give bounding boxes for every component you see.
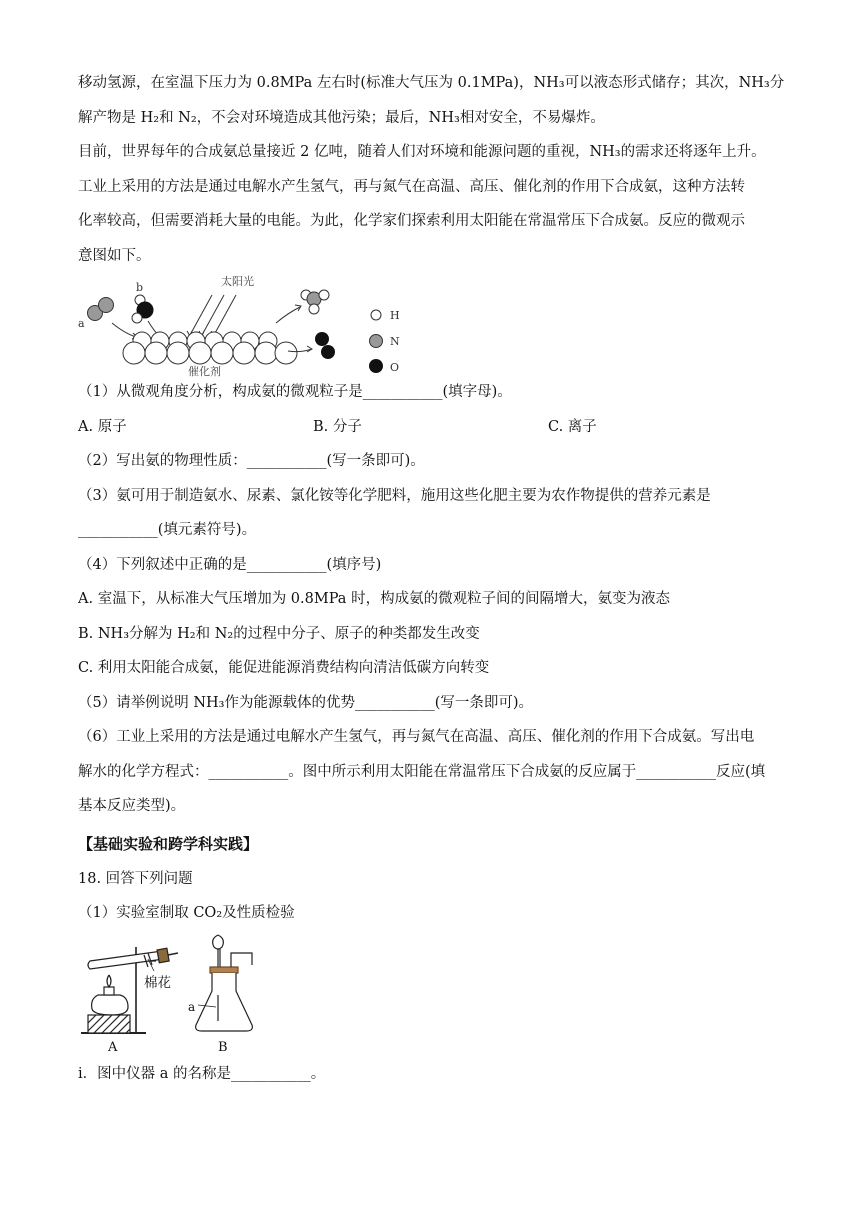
caption-a: A: [108, 1039, 118, 1055]
sunlight-label: 太阳光: [221, 275, 254, 288]
document-page: [78, 66, 798, 1091]
question-6-line-1: （6）工业上采用的方法是通过电解水产生氢气，再与氮气在高温、高压、催化剂的作用下合成氨。写出电: [78, 729, 755, 745]
label-a: a: [78, 317, 85, 330]
legend: [369, 309, 400, 374]
h-atom: [132, 313, 142, 323]
apparatus-diagram-svg: [78, 931, 298, 1057]
label-a-instrument: a: [188, 999, 196, 1014]
legend-n-symbol: [370, 335, 383, 348]
question-4-option-b: B. NH₃分解为 H₂和 N₂的过程中分子、原子的种类都发生改变: [78, 625, 480, 642]
question-4-option-c: C. 利用太阳能合成氨，能促进能源消费结构向清洁低碳方向转变: [78, 660, 490, 676]
sun-ray: [214, 295, 236, 335]
question-6-line-3: 基本反应类型)。: [78, 798, 186, 814]
question-6-line-2: 解水的化学方程式：___________。图中所示利用太阳能在常温常压下合成氨的反应属于___________反应(填: [78, 763, 766, 780]
reaction-diagram: [78, 273, 798, 375]
arrow-product-nh3: [276, 307, 300, 323]
arrow-a: [112, 323, 136, 337]
apparatus-b: [196, 935, 253, 1031]
caption-b: B: [218, 1039, 228, 1055]
label-b: b: [136, 281, 144, 294]
h-atom: [319, 290, 329, 300]
question-18-sub-1: （1）实验室制取 CO₂及性质检验: [78, 905, 295, 921]
paragraph-line-5: 化率较高，但需要消耗大量的电能。为此，化学家们探索利用太阳能在常温常压下合成氨。反应的微观示: [78, 213, 745, 229]
question-3-line-1: （3）氨可用于制造氨水、尿素、氯化铵等化学肥料，施用这些化肥主要为农作物提供的营养元素是: [78, 487, 711, 504]
legend-h-symbol: [371, 310, 381, 320]
legend-o-symbol: [369, 359, 383, 373]
question-1: （1）从微观角度分析，构成氨的微观粒子是___________(填字母)。: [78, 384, 512, 400]
question-5: （5）请举例说明 NH₃作为能源载体的优势___________(写一条即可)。: [78, 694, 534, 711]
question-2: （2）写出氨的物理性质：___________(写一条即可)。: [78, 453, 425, 469]
reaction-diagram-svg: [78, 273, 438, 377]
legend-h-label: H: [390, 309, 400, 322]
option-a: A. 原子: [78, 418, 127, 435]
apparatus-diagram: [78, 931, 798, 1057]
catalyst-surface: [123, 332, 297, 364]
cotton-label: 棉花: [144, 974, 171, 991]
o-atom: [321, 345, 335, 359]
question-4: （4）下列叙述中正确的是___________(填序号): [78, 556, 382, 573]
sun-ray: [190, 295, 212, 335]
legend-o-label: O: [390, 361, 400, 374]
sun-ray: [202, 295, 224, 335]
section-heading: 【基础实验和跨学科实践】: [78, 834, 259, 853]
question-18-title: 18. 回答下列问题: [78, 870, 193, 887]
paragraph-line-4: 工业上采用的方法是通过电解水产生氢气，再与氮气在高温、高压、催化剂的作用下合成氨，这种方法转: [78, 178, 745, 195]
paragraph-line-1: 移动氢源，在室温下压力为 0.8MPa 左右时(标准大气压为 0.1MPa)，NH₃可以液态形式储存；其次，NH₃分: [78, 75, 785, 91]
o-atom: [315, 332, 329, 346]
question-3-line-2: ___________(填元素符号)。: [78, 522, 257, 538]
question-1-options: [78, 410, 798, 445]
legend-n-label: N: [390, 335, 400, 348]
h-atom: [309, 304, 319, 314]
question-18-item-i: i．图中仪器 a 的名称是___________。: [78, 1065, 326, 1082]
paragraph-line-6: 意图如下。: [78, 247, 151, 264]
question-4-option-a: A. 室温下，从标准大气压增加为 0.8MPa 时，构成氨的微观粒子间的间隔增大，氨变为液态: [78, 591, 671, 607]
n-atom: [99, 298, 114, 313]
paragraph-line-3: 目前，世界每年的合成氨总量接近 2 亿吨，随着人们对环境和能源问题的重视，NH₃的需求还将逐年上升。: [78, 144, 766, 160]
paragraph-line-2: 解产物是 H₂和 N₂，不会对环境造成其他污染；最后，NH₃相对安全，不易爆炸。: [78, 109, 605, 126]
option-c: C. 离子: [548, 418, 597, 435]
catalyst-label: 催化剂: [188, 365, 221, 377]
option-b: B. 分子: [313, 418, 362, 435]
